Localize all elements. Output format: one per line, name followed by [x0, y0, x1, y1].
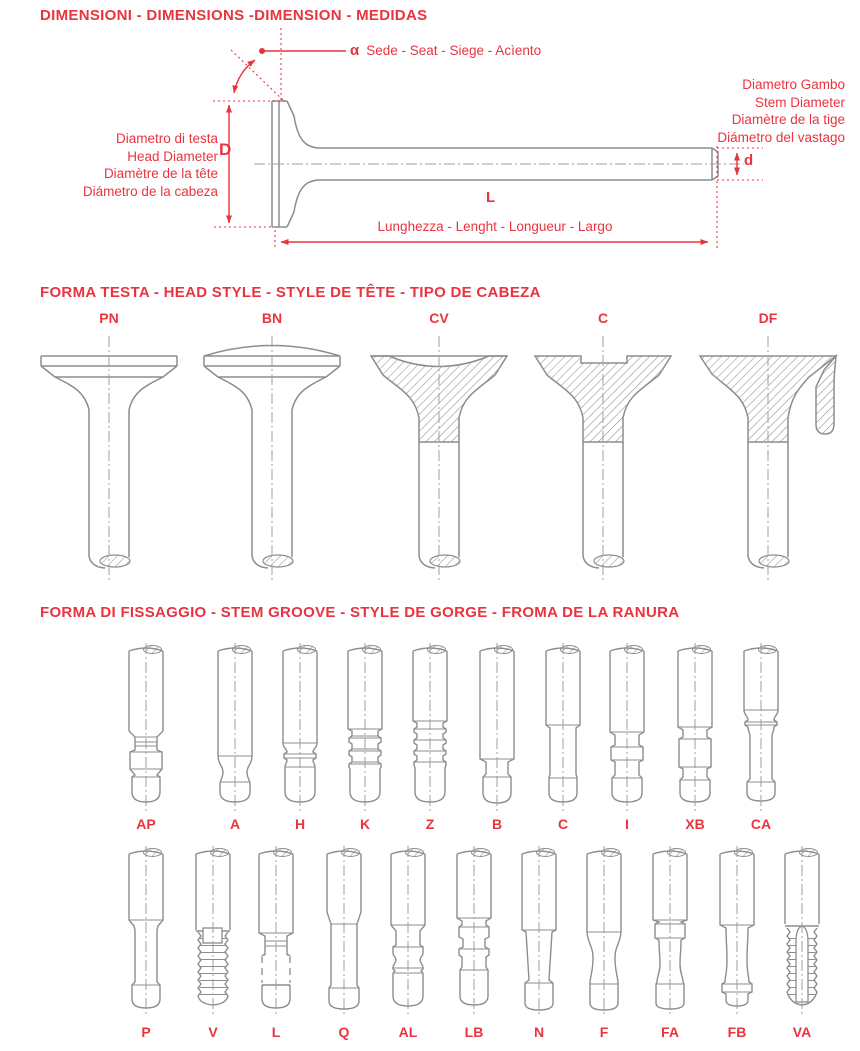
stem-groove-drawing-va	[769, 844, 835, 1016]
head-style-label-df: DF	[758, 310, 778, 326]
stem-groove-drawing-k	[332, 641, 398, 813]
stem-groove-drawing-fa	[637, 844, 703, 1016]
head-style-label-c: C	[597, 310, 609, 326]
stem-diameter-line-en: Stem Diameter	[754, 94, 845, 110]
seat-label-text: Sede - Seat - Siege - Acìento	[366, 43, 542, 58]
stem-diameter-symbol: d	[744, 152, 754, 169]
stem-groove-drawing-lb	[441, 844, 507, 1016]
alpha-symbol: α	[350, 42, 360, 59]
stem-groove-label-a: A	[229, 816, 241, 832]
stem-groove-drawing-ca	[728, 641, 794, 813]
stem-groove-label-z: Z	[425, 816, 435, 832]
head-diameter-line-es: Diámetro de la cabeza	[82, 183, 218, 199]
stem-groove-label-fa: FA	[661, 1024, 679, 1040]
stem-groove-label-xb: XB	[685, 816, 705, 832]
head-style-drawing-c	[523, 330, 683, 598]
dimensions-section-title: DIMENSIONI - DIMENSIONS -DIMENSION - MEDIDAS	[40, 7, 428, 24]
stem-groove-label-al: AL	[398, 1024, 418, 1040]
stem-groove-drawing-xb	[662, 641, 728, 813]
head-style-drawing-bn	[192, 330, 352, 598]
stem-diameter-line-it: Diametro Gambo	[742, 77, 845, 92]
stem-diameter-line-fr: Diamètre de la tige	[731, 112, 845, 127]
stem-diameter-label	[645, 76, 845, 146]
head-style-drawing-df	[688, 330, 848, 598]
stem-groove-drawing-h	[267, 641, 333, 813]
stem-groove-label-c: C	[557, 816, 569, 832]
head-diameter-line-fr: Diamètre de la tête	[103, 166, 218, 181]
length-label: Lunghezza - Lenght - Longueur - Largo	[377, 219, 613, 234]
stem-groove-label-i: I	[625, 816, 629, 832]
head-style-label-pn: PN	[99, 310, 119, 326]
stem-groove-drawing-fb	[704, 844, 770, 1016]
stem-groove-drawing-a	[202, 641, 268, 813]
head-diameter-symbol: D	[219, 140, 232, 159]
stem-groove-label-h: H	[294, 816, 306, 832]
head-diameter-line-it: Diametro di testa	[115, 131, 218, 146]
stem-groove-label-ap: AP	[136, 816, 156, 832]
stem-groove-label-f: F	[599, 1024, 609, 1040]
stem-groove-label-p: P	[141, 1024, 151, 1040]
head-style-drawing-cv	[359, 330, 519, 598]
stem-groove-label-va: VA	[792, 1024, 812, 1040]
stem-groove-drawing-p	[113, 844, 179, 1016]
head-style-drawing-pn	[29, 330, 189, 598]
head-style-section-title: FORMA TESTA - HEAD STYLE - STYLE DE TÊTE - TIPO DE CABEZA	[40, 284, 541, 301]
stem-groove-drawing-al	[375, 844, 441, 1016]
stem-groove-label-q: Q	[338, 1024, 350, 1040]
stem-diameter-line-es: Diámetro del vastago	[717, 129, 845, 145]
stem-groove-drawing-ap	[113, 641, 179, 813]
head-diameter-label	[38, 130, 218, 200]
stem-groove-drawing-c	[530, 641, 596, 813]
stem-groove-drawing-b	[464, 641, 530, 813]
stem-groove-drawing-f	[571, 844, 637, 1016]
stem-groove-label-n: N	[533, 1024, 545, 1040]
stem-groove-label-l: L	[271, 1024, 281, 1040]
stem-groove-label-lb: LB	[464, 1024, 484, 1040]
head-style-label-cv: CV	[429, 310, 449, 326]
stem-groove-section-title: FORMA DI FISSAGGIO - STEM GROOVE - STYLE DE GORGE - FROMA DE LA RANURA	[40, 604, 680, 621]
stem-groove-drawing-q	[311, 844, 377, 1016]
stem-groove-drawing-n	[506, 844, 572, 1016]
stem-groove-label-v: V	[208, 1024, 218, 1040]
length-symbol: L	[486, 189, 496, 206]
stem-groove-label-fb: FB	[727, 1024, 747, 1040]
seat-angle-label	[350, 42, 541, 60]
stem-groove-label-ca: CA	[750, 816, 772, 832]
head-style-label-bn: BN	[261, 310, 283, 326]
stem-groove-drawing-l	[243, 844, 309, 1016]
stem-groove-label-k: K	[359, 816, 371, 832]
stem-groove-drawing-z	[397, 641, 463, 813]
head-diameter-line-en: Head Diameter	[127, 148, 218, 164]
stem-groove-drawing-v	[180, 844, 246, 1016]
stem-groove-label-b: B	[491, 816, 503, 832]
stem-groove-drawing-i	[594, 641, 660, 813]
